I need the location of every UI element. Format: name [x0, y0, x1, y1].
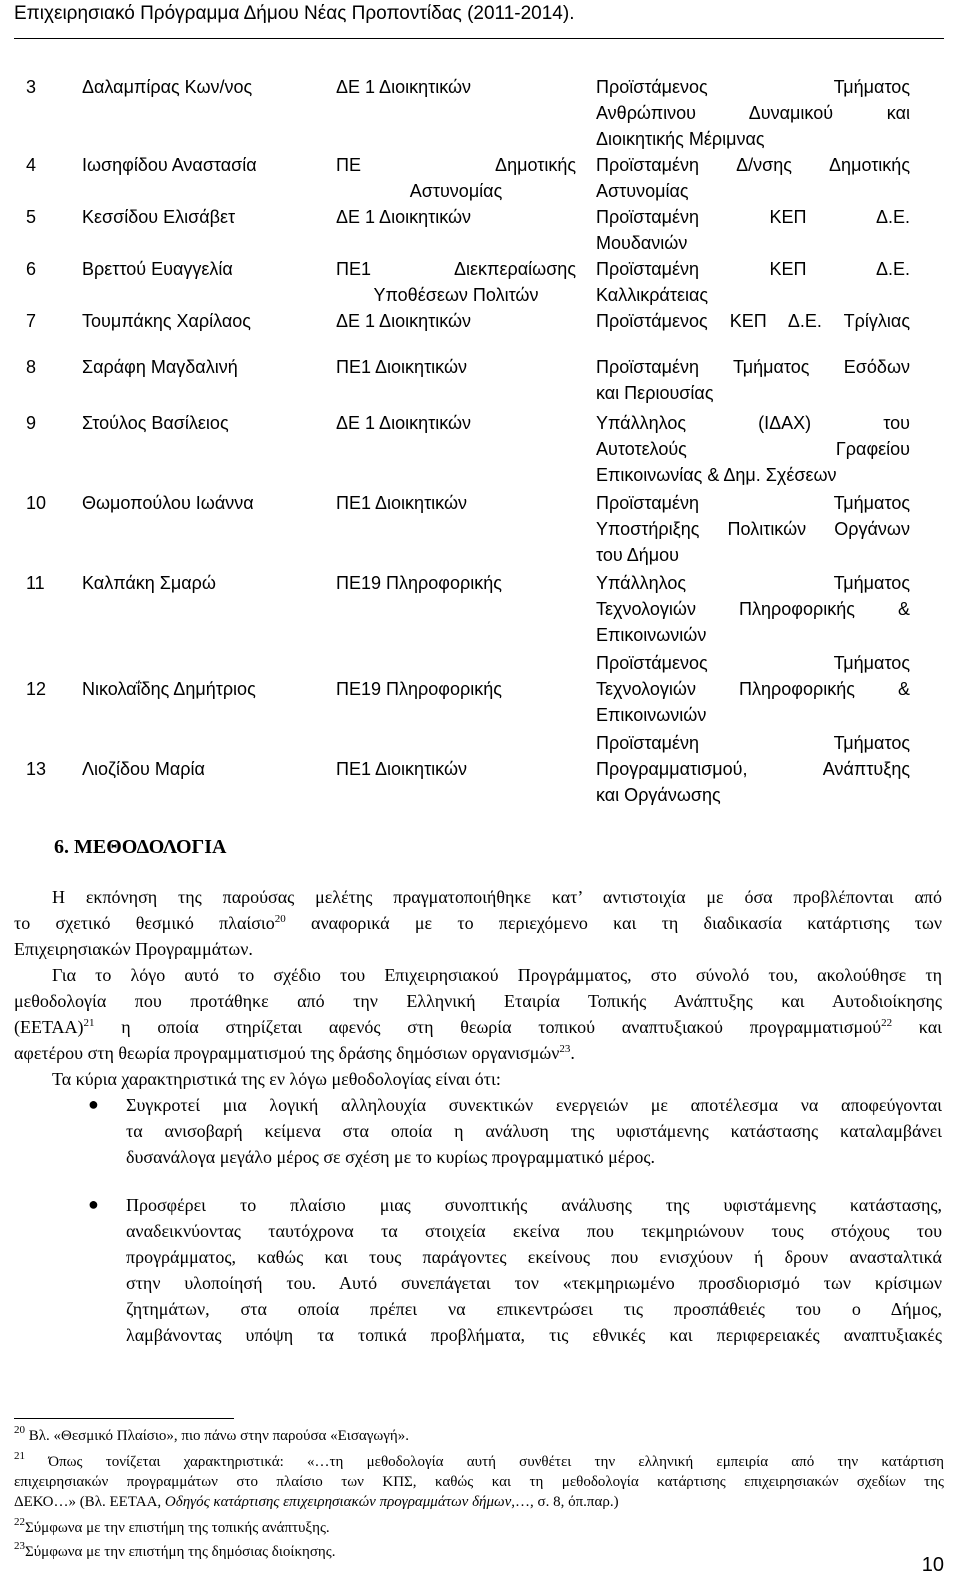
footnote-ref-21[interactable]: 21: [83, 1017, 95, 1029]
employee-specialty: ΠΕ1 Διοικητικών: [336, 759, 468, 779]
bullet-dot-icon: ●: [88, 1094, 99, 1114]
employee-name: Στούλος Βασίλειος: [82, 413, 229, 433]
footnote-rule: [14, 1418, 234, 1419]
employee-name: Θωμοπούλου Ιωάννα: [82, 493, 254, 513]
paragraph-3: Τα κύρια χαρακτηριστικά της εν λόγω μεθοδολογίας είναι ότι:: [52, 1069, 501, 1089]
paragraph-2: [14, 962, 942, 1066]
employee-role: Προϊσταμένη Τμήματος Υποστήριξης Πολιτικών Οργάνων του Δήμου: [596, 493, 910, 565]
bullet-1: Συγκροτεί μια λογική αλληλουχία συνεκτικών ενεργειών με αποτέλεσμα να αποφεύγονται τα ανισοβαρή κείμενα στα οποία η ανάλυση της υφιστάμενης κατάστασης καταλαμβάνει δυσανάλογα μεγάλο μέρος σε σχέση με το κυρίως προγραμματικό μέρος.: [126, 1095, 942, 1167]
employee-role: Προϊσταμένη ΚΕΠ Δ.Ε. Καλλικράτειας: [596, 259, 910, 305]
row-number: 6: [26, 259, 37, 279]
footnote-ref-20[interactable]: 20: [274, 913, 286, 925]
employee-role: Προϊστάμενος Τμήματος Ανθρώπινου Δυναμικού και Διοικητικής Μέριμνας: [596, 77, 910, 149]
page-header: Επιχειρησιακό Πρόγραμμα Δήμου Νέας Προποντίδας (2011-2014).: [14, 3, 575, 24]
row-number: 4: [26, 155, 37, 175]
employee-name: Νικολαΐδης Δημήτριος: [82, 679, 256, 699]
employee-role: Υπάλληλος Τμήματος Τεχνολογιών Πληροφορικής & Επικοινωνιών: [596, 573, 910, 645]
employee-specialty: ΠΕ1 Διεκπεραίωσης Υποθέσεων Πολιτών: [336, 259, 576, 305]
p2-line-4: αφετέρου στη θεωρία προγραμματισμού της δράσης δημόσιων οργανισμών$^{23}$.: [14, 1043, 575, 1063]
footnote-20: $^{20}$ Βλ. «Θεσμικό Πλαίσιο», πιο πάνω στην παρούσα «Εισαγωγή».: [14, 1424, 410, 1444]
employee-role: Υπάλληλος (ΙΔΑΧ) του Αυτοτελούς Γραφείου Επικοινωνίας & Δημ. Σχέσεων: [596, 413, 910, 485]
employee-specialty: ΔΕ 1 Διοικητικών: [336, 77, 472, 97]
p1-line-3: Επιχειρησιακών Προγραμμάτων.: [14, 939, 253, 959]
header-rule: [14, 38, 944, 39]
employee-name: Δαλαμπίρας Κων/νος: [82, 77, 253, 97]
row-number: 8: [26, 357, 37, 377]
p1-line-1: Η εκπόνηση της παρούσας μελέτης πραγματοποιήθηκε κατ’ αντιστοιχία με όσα προβλέπονται από: [52, 887, 942, 907]
employee-specialty: ΔΕ 1 Διοικητικών: [336, 207, 472, 227]
employee-name: Βρεττού Ευαγγελία: [82, 259, 233, 279]
bullet-2: Προσφέρει το πλαίσιο μιας συνοπτικής ανάλυσης της υφιστάμενης κατάστασης, αναδεικνύοντας ταυτόχρονα τα στοιχεία εκείνα που τεκμηριώνουν τους στόχους του προγράμματος, καθώς και τους παράγοντες εκείνους που ενισχύουν ή δρουν ανασταλτικά στην υλοποίησή του. Αυτό συνεπάγεται τον «τεκμηριωμένο προσδιορισμό των κρίσιμων ζητημάτων, στα οποία πρέπει να επικεντρώσει τις προσπάθειές του ο Δήμος, λαμβάνοντας υπόψη τα τοπικά προβλήματα, τις εθνικές και περιφερειακές αναπτυξιακές: [126, 1195, 942, 1345]
employee-role: Προϊστάμενος Τμήματος Τεχνολογιών Πληροφορικής & Επικοινωνιών: [596, 653, 910, 725]
row-number: 7: [26, 311, 37, 331]
employee-specialty: ΠΕ19 Πληροφορικής: [336, 573, 502, 593]
p2-line-2: μεθοδολογία που προτάθηκε από την Ελληνική Εταιρία Τοπικής Ανάπτυξης και Αυτοδιοίκησης: [14, 991, 942, 1011]
footnote-22: $^{22}$Σύμφωνα με την επιστήμη της τοπικής ανάπτυξης.: [14, 1516, 330, 1536]
employee-name: Καλπάκη Σμαρώ: [82, 573, 216, 593]
row-number: 11: [26, 573, 45, 593]
row-number: 9: [26, 413, 37, 433]
employee-name: Κεσσίδου Ελισάβετ: [82, 207, 236, 227]
page-number: 10: [921, 1554, 944, 1576]
footnote-21: $^{21}$ Όπως τονίζεται χαρακτηριστικά: «…τη μεθοδολογία αυτή συνθέτει την ελληνική εμπειρία από την κατάρτιση επιχειρησιακών προγραμμάτων στο πλαίσιο των ΚΠΣ, καθώς και τη μεθοδολογία κατάρτισης επιχειρησιακών σχεδίων της ΔΕΚΟ…» (Βλ. ΕΕΤΑΑ, Οδηγός κατάρτισης επιχειρησιακών προγραμμάτων δήμων,…, σ. 8, όπ.παρ.): [14, 1450, 944, 1510]
bullet-dot-icon: ●: [88, 1194, 99, 1214]
paragraph-1: [14, 884, 942, 962]
row-number: 5: [26, 207, 37, 227]
employee-role: Προϊσταμένη Τμήματος Εσόδων και Περιουσίας: [596, 357, 910, 403]
employee-specialty: ΔΕ 1 Διοικητικών: [336, 311, 472, 331]
employee-role: Προϊστάμενος ΚΕΠ Δ.Ε. Τρίγλιας: [596, 311, 910, 331]
row-number: 12: [26, 679, 47, 699]
footnote-ref-23[interactable]: 23: [559, 1043, 571, 1055]
employee-name: Λιοζίδου Μαρία: [82, 759, 205, 779]
employee-specialty: ΠΕ1 Διοικητικών: [336, 493, 468, 513]
employee-specialty: ΔΕ 1 Διοικητικών: [336, 413, 472, 433]
employee-name: Ιωσηφίδου Αναστασία: [82, 155, 257, 175]
employee-role: Προϊσταμένη ΚΕΠ Δ.Ε. Μουδανιών: [596, 207, 910, 253]
row-number: 3: [26, 77, 37, 97]
p1-line-2: το σχετικό θεσμικό πλαίσιο$^{20}$ αναφορικά με το περιεχόμενο και τη διαδικασία κατάρτισης των: [14, 913, 943, 933]
employee-role: Προϊσταμένη Δ/νσης Δημοτικής Αστυνομίας: [596, 155, 910, 201]
employee-name: Τουμπάκης Χαρίλαος: [82, 311, 251, 331]
employee-specialty: ΠΕ19 Πληροφορικής: [336, 679, 502, 699]
footnote-ref-22[interactable]: 22: [881, 1017, 893, 1029]
employee-role: Προϊσταμένη Τμήματος Προγραμματισμού, Ανάπτυξης και Οργάνωσης: [596, 733, 910, 805]
p2-line-3: $(EETAA)^{21}$ η οποία στηρίζεται αφενός στη θεωρία τοπικού αναπτυξιακού προγραμματισμού$^{22}$ και: [14, 1017, 942, 1037]
employee-specialty: ΠΕ1 Διοικητικών: [336, 357, 468, 377]
row-number: 10: [26, 493, 47, 513]
footnote-23: $^{23}$Σύμφωνα με την επιστήμη της δημόσιας διοίκησης.: [14, 1540, 336, 1560]
employee-specialty: ΠΕ Δημοτικής Αστυνομίας: [336, 155, 576, 201]
employee-name: Σαράφη Μαγδαλινή: [82, 357, 238, 377]
row-number: 13: [26, 759, 47, 779]
section-heading: 6. ΜΕΘΟΔΟΛΟΓΙΑ: [54, 836, 227, 858]
p2-line-1: Για το λόγο αυτό το σχέδιο του Επιχειρησιακού Προγράμματος, στο σύνολό του, ακολούθησε τη: [52, 965, 942, 985]
